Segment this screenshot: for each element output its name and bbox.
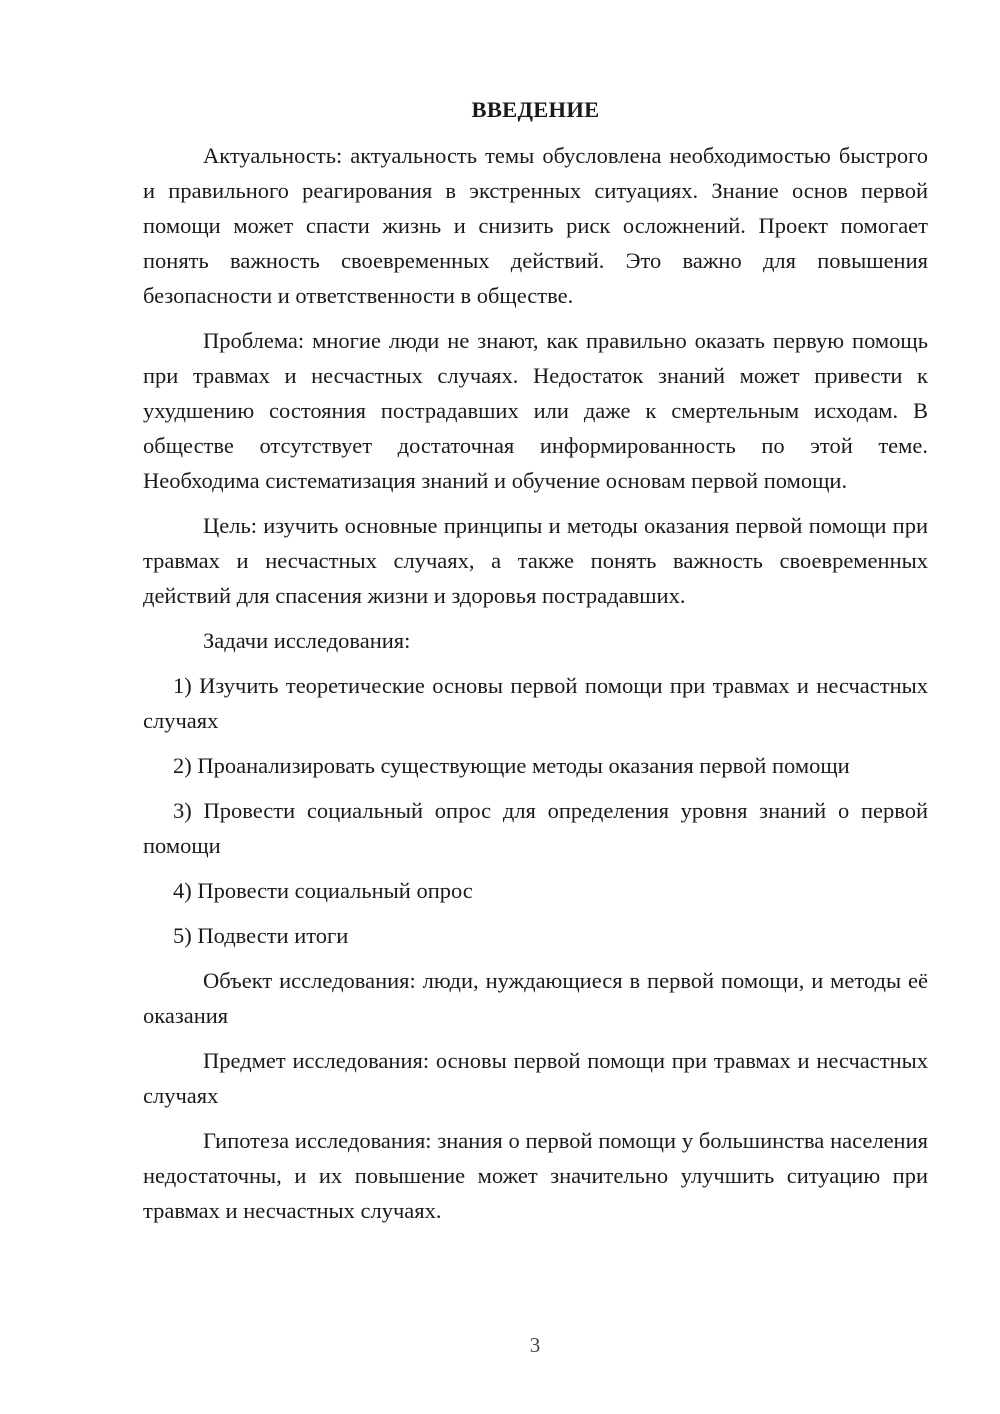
paragraph-goal: Цель: изучить основные принципы и методы оказания первой помощи при травмах и несчастных случаях, а также понять важность своевременных действий для спасения жизни и здоровья пострадавших. [143, 513, 928, 608]
section-title: ВВЕДЕНИЕ [471, 97, 600, 122]
document-page [143, 92, 928, 1228]
paragraph-hypothesis: Гипотеза исследования: знания о первой помощи у большинства населения недостаточны, и их повышение может значительно улучшить ситуацию при травмах и несчастных случаях. [143, 1128, 928, 1223]
task-item-3: 3) Провести социальный опрос для определения уровня знаний о первой помощи [143, 798, 928, 858]
paragraph-relevance: Актуальность: актуальность темы обусловлена необходимостью быстрого и правильного реагирования в экстренных ситуациях. Знание основ первой помощи может спасти жизнь и снизить риск осложнений. Проект помогает понять важность своевременных действий. Это важно для повышения безопасности и ответственности в обществе. [143, 143, 928, 308]
task-item-5: 5) Подвести итоги [173, 923, 349, 948]
task-item-2: 2) Проанализировать существующие методы оказания первой помощи [173, 753, 850, 778]
paragraph-subject: Предмет исследования: основы первой помощи при травмах и несчастных случаях [143, 1048, 928, 1108]
paragraph-problem: Проблема: многие люди не знают, как правильно оказать первую помощь при травмах и несчастных случаях. Недостаток знаний может привести к ухудшению состояния пострадавших или даже к смертельным исходам. В обществе отсутствует достаточная информированность по этой теме. Необходима систематизация знаний и обучение основам первой помощи. [143, 328, 928, 493]
task-item-1: 1) Изучить теоретические основы первой помощи при травмах и несчастных случаях [143, 673, 928, 733]
page-number: 3 [529, 1333, 541, 1357]
tasks-list [143, 668, 928, 953]
task-item-4: 4) Провести социальный опрос [173, 878, 473, 903]
paragraph-object: Объект исследования: люди, нуждающиеся в первой помощи, и методы её оказания [143, 968, 928, 1028]
tasks-heading: Задачи исследования: [203, 628, 411, 653]
